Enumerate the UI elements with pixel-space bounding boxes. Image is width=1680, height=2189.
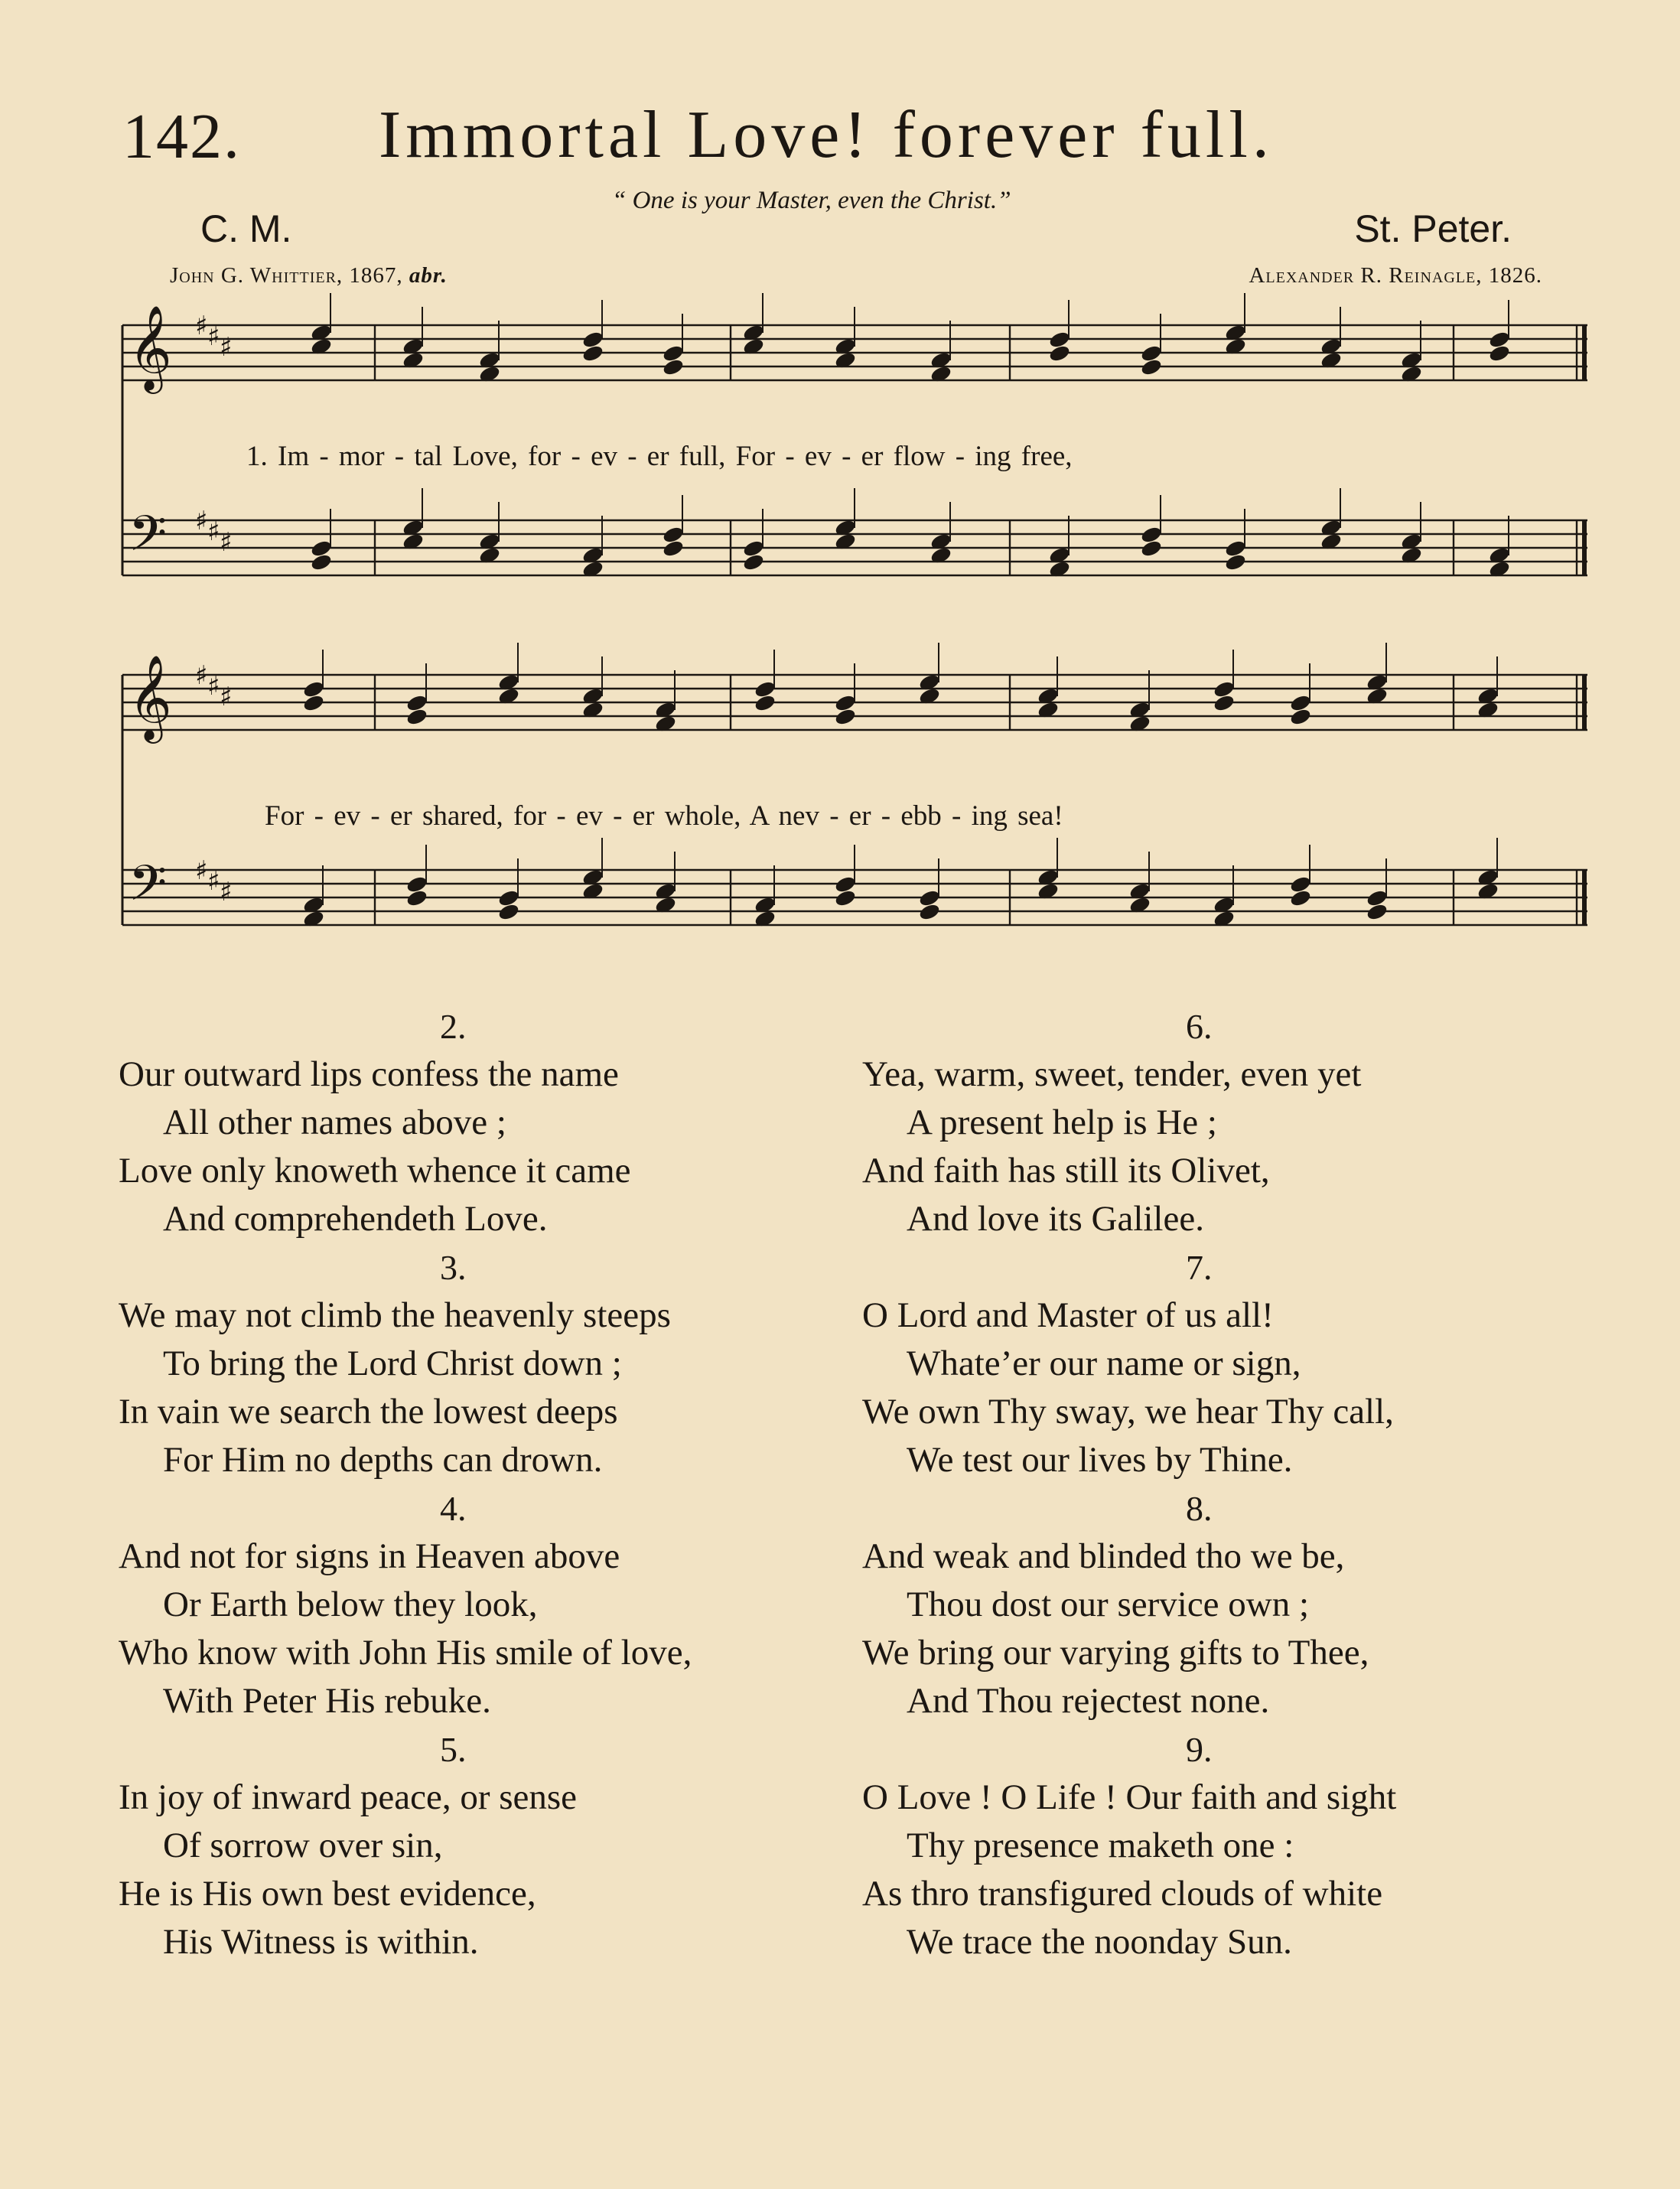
note-head [581,330,604,349]
note-head [310,552,333,572]
verse-line: His Witness is within. [163,1922,479,1962]
note-head [310,539,333,558]
treble-clef-icon: 𝄞 [129,305,172,390]
note-head [1224,552,1247,572]
note-head [834,707,857,726]
verse-line: We bring our varying gifts to Thee, [862,1633,1369,1673]
note-head [1488,344,1511,363]
note-head [742,539,765,558]
verse-line: And Thou rejectest none. [907,1681,1270,1721]
verse-line: He is His own best evidence, [119,1874,536,1914]
note-head [1224,539,1247,558]
verse-number: 9. [1186,1730,1213,1769]
verse-line: Love only knoweth whence it came [119,1151,631,1191]
verse-line: And love its Galilee. [907,1199,1204,1239]
note-head [581,344,604,363]
note-head [662,357,685,376]
verse-line: O Love ! O Life ! Our faith and sight [862,1777,1397,1817]
note-head [302,693,325,712]
sharp-icon: ♯ [207,671,220,702]
sharp-icon: ♯ [195,506,208,536]
note-head [405,707,428,726]
verses-left-column [119,1002,853,1966]
verse-9 [862,1725,1627,1966]
sharp-icon: ♯ [220,682,233,712]
verse-number: 3. [440,1248,467,1287]
verse-line: As thro transfigured clouds of white [862,1874,1383,1914]
note-head [1488,330,1511,349]
hymn-number: 142. [122,101,241,172]
verse-line: Thy presence maketh one : [907,1826,1294,1865]
verse-line: And not for signs in Heaven above [119,1536,620,1576]
hymn-title: Immortal Love! forever full. [379,98,1274,172]
note-head [662,525,685,544]
lyric-line-2: For - ev - er shared, for - ev - er whole, A nev - er - ebb - ing sea! [265,800,1063,832]
author-name: John G. Whittier, 1867, [170,263,403,288]
verse-number: 2. [440,1007,467,1046]
sharp-icon: ♯ [195,311,208,341]
verse-2 [119,1002,853,1243]
verse-line: A present help is He ; [907,1103,1217,1142]
verse-line: To bring the Lord Christ down ; [163,1344,622,1383]
note-head [1140,539,1163,558]
treble-clef-icon: 𝄞 [129,654,172,740]
bass-clef-icon: 𝄢 [129,506,168,575]
verse-number: 8. [1186,1489,1213,1528]
verse-line: And comprehendeth Love. [163,1199,548,1239]
verse-line: In joy of inward peace, or sense [119,1777,578,1817]
verse-line: Whate’er our name or sign, [907,1344,1301,1383]
verse-line: We trace the noonday Sun. [907,1922,1292,1962]
verse-number: 5. [440,1730,467,1769]
note-head [1048,330,1071,349]
note-head [834,888,857,907]
note-head [1140,344,1163,363]
verses-right-column [862,1002,1627,1966]
note-head [1213,693,1236,712]
music-score [0,0,1680,995]
verse-line: And faith has still its Olivet, [862,1151,1270,1191]
verse-line: And weak and blinded tho we be, [862,1536,1345,1576]
note-head [834,875,857,894]
note-head [754,679,777,699]
note-head [405,693,428,712]
sharp-icon: ♯ [220,877,233,907]
tune-name: St. Peter. [1354,207,1512,250]
author-note: abr. [409,263,448,288]
note-head [302,679,325,699]
note-head [1140,525,1163,544]
note-head [1366,888,1389,907]
verse-3 [119,1243,853,1484]
verse-line: We own Thy sway, we hear Thy call, [862,1392,1394,1432]
verse-6 [862,1002,1627,1243]
verse-line: O Lord and Master of us all! [862,1295,1274,1335]
lyric-line-1: 1. Im - mor - tal Love, for - ev - er full, For - ev - er flow - ing free, [246,441,1073,472]
verse-line: All other names above ; [163,1103,506,1142]
note-head [918,902,941,921]
sharp-icon: ♯ [207,321,220,352]
bass-clef-icon: 𝄢 [129,855,168,924]
verse-number: 4. [440,1489,467,1528]
verse-line: Of sorrow over sin, [163,1826,443,1865]
note-head [1213,679,1236,699]
note-head [497,888,520,907]
note-head [1048,344,1071,363]
sharp-icon: ♯ [220,527,233,558]
verse-5 [119,1725,853,1966]
note-head [405,875,428,894]
note-head [1289,875,1312,894]
note-head [754,693,777,712]
sharp-icon: ♯ [207,866,220,897]
meter: C. M. [200,207,292,250]
note-head [497,902,520,921]
verse-line: For Him no depths can drown. [163,1440,603,1480]
verse-line: Who know with John His smile of love, [119,1633,692,1673]
sharp-icon: ♯ [195,855,208,886]
sharp-icon: ♯ [195,660,208,691]
verse-7 [862,1243,1627,1484]
note-head [742,552,765,572]
sharp-icon: ♯ [220,332,233,363]
note-head [1140,357,1163,376]
note-head [1289,888,1312,907]
staff-systems [122,293,1587,929]
verse-number: 6. [1186,1007,1213,1046]
verse-line: Yea, warm, sweet, tender, even yet [862,1054,1362,1094]
verse-number: 7. [1186,1248,1213,1287]
composer-credit: Alexander R. Reinagle, 1826. [1249,263,1542,288]
epigraph: “ One is your Master, even the Christ.” [612,187,1011,214]
verse-4 [119,1484,853,1725]
note-head [1289,707,1312,726]
verse-8 [862,1484,1627,1725]
note-head [834,693,857,712]
verse-line: We may not climb the heavenly steeps [119,1295,671,1335]
note-head [918,888,941,907]
sharp-icon: ♯ [207,516,220,547]
note-head [405,888,428,907]
note-head [1366,902,1389,921]
verse-line: In vain we search the lowest deeps [119,1392,618,1432]
verse-line: Our outward lips confess the name [119,1054,619,1094]
note-head [1289,693,1312,712]
verse-line: Thou dost our service own ; [907,1585,1310,1624]
verse-line: We test our lives by Thine. [907,1440,1293,1480]
note-head [662,539,685,558]
note-head [662,344,685,363]
verse-line: Or Earth below they look, [163,1585,538,1624]
verse-line: With Peter His rebuke. [163,1681,491,1721]
